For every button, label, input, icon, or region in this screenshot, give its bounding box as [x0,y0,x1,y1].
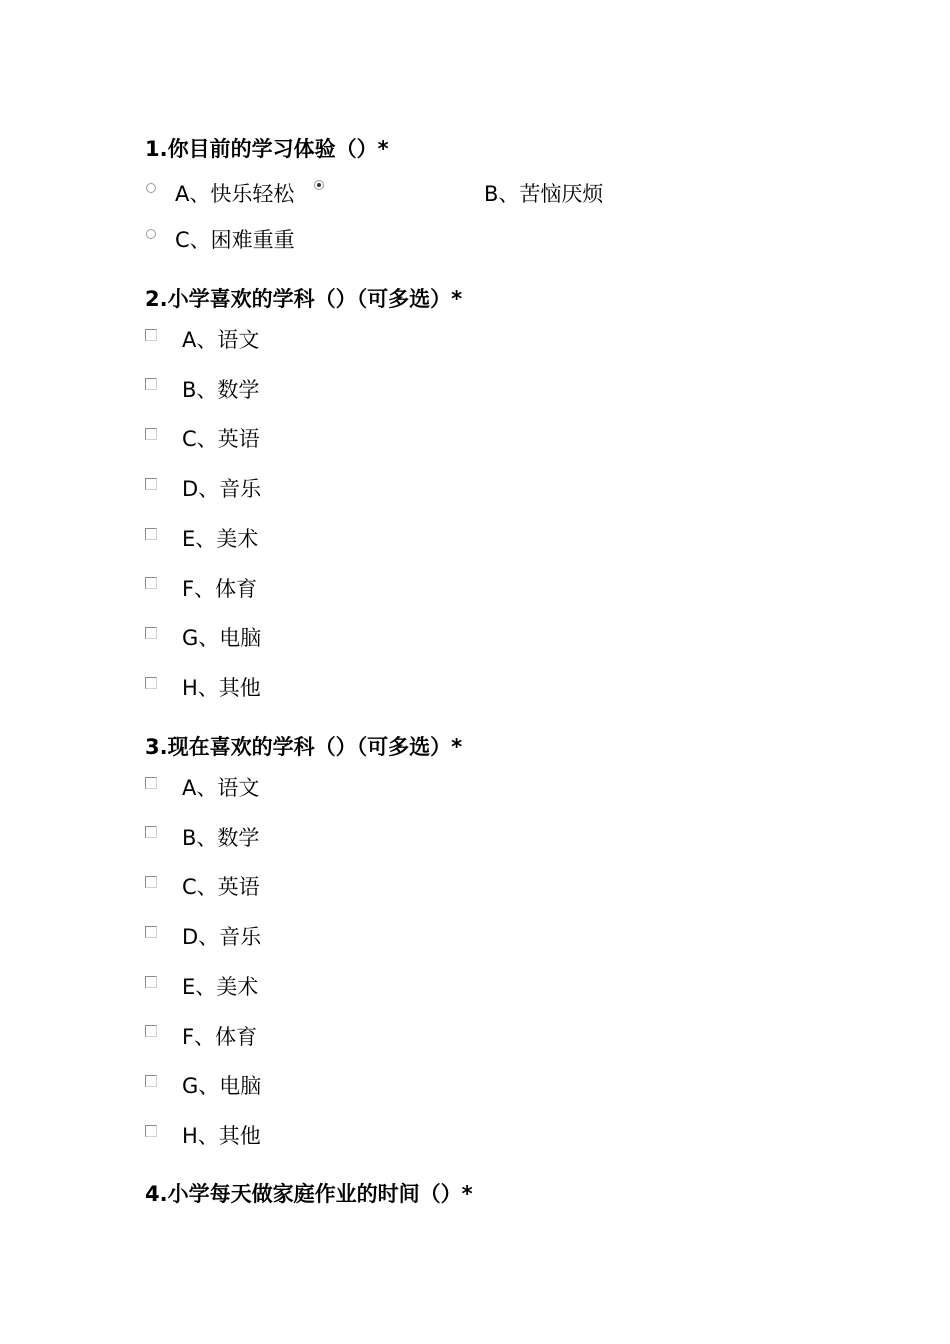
q2-option-b-checkbox[interactable] [145,378,157,390]
q3-option-a-checkbox[interactable] [145,777,157,789]
q2-option-g-checkbox[interactable] [145,627,157,639]
q2-option-a-checkbox[interactable] [145,329,157,341]
question-4-title: 4.小学每天做家庭作业的时间（）* [145,1182,473,1206]
q3-option-e-label: E、美术 [182,975,259,999]
question-1-title: 1.你目前的学习体验（）* [145,137,389,161]
q3-option-g-checkbox[interactable] [145,1075,157,1087]
question-3-title: 3.现在喜欢的学科（）（可多选）* [145,735,463,759]
q3-option-h-label: H、其他 [182,1124,261,1148]
q2-option-a-label: A、语文 [182,328,260,352]
q1-option-b-radio[interactable] [314,180,324,190]
q3-option-d-label: D、音乐 [182,925,262,949]
q2-option-c-label: C、英语 [182,427,260,451]
q2-option-g-label: G、电脑 [182,626,262,650]
q3-option-c-checkbox[interactable] [145,876,157,888]
q1-option-a-label: A、快乐轻松 [175,182,295,206]
q2-option-f-checkbox[interactable] [145,577,157,589]
q2-option-h-label: H、其他 [182,676,261,700]
q2-option-f-label: F、体育 [182,577,258,601]
q2-option-d-label: D、音乐 [182,477,262,501]
q2-option-b-label: B、数学 [182,378,260,402]
q3-option-f-label: F、体育 [182,1025,258,1049]
q2-option-c-checkbox[interactable] [145,428,157,440]
q2-option-d-checkbox[interactable] [145,478,157,490]
question-2-title: 2.小学喜欢的学科（）（可多选）* [145,287,463,311]
q3-option-e-checkbox[interactable] [145,976,157,988]
q1-option-c-radio[interactable] [146,229,156,239]
q2-option-e-checkbox[interactable] [145,528,157,540]
q2-option-h-checkbox[interactable] [145,677,157,689]
q2-option-e-label: E、美术 [182,527,259,551]
q3-option-b-checkbox[interactable] [145,826,157,838]
q1-option-c-label: C、困难重重 [175,228,295,252]
q1-option-a-radio[interactable] [146,183,156,193]
q3-option-c-label: C、英语 [182,875,260,899]
q3-option-d-checkbox[interactable] [145,926,157,938]
q3-option-g-label: G、电脑 [182,1074,262,1098]
q3-option-f-checkbox[interactable] [145,1025,157,1037]
q3-option-b-label: B、数学 [182,826,260,850]
q1-option-b-label: B、苦恼厌烦 [484,182,604,206]
q3-option-a-label: A、语文 [182,776,260,800]
q3-option-h-checkbox[interactable] [145,1125,157,1137]
